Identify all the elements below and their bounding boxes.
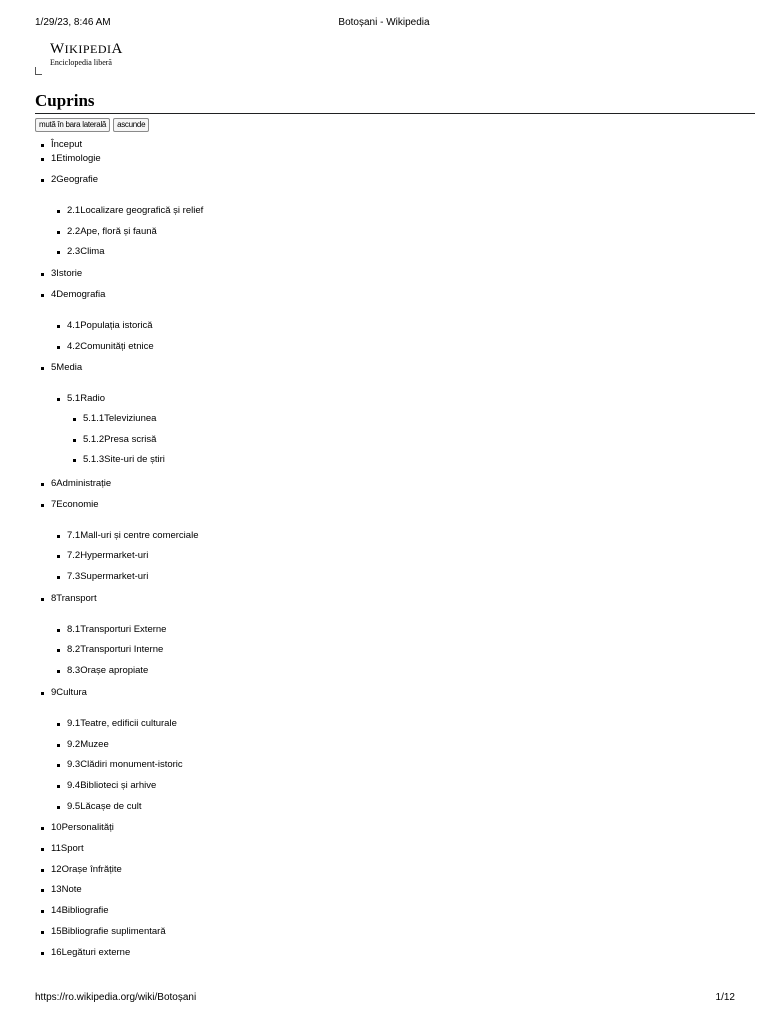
- print-page-number: 1/12: [715, 992, 735, 1003]
- toc-item[interactable]: [67, 644, 163, 656]
- toc-item-number: 8.2: [67, 644, 81, 655]
- toc-item-number: 9.2: [67, 739, 81, 750]
- toc-item-label[interactable]: Economie: [56, 499, 99, 510]
- toc-item[interactable]: [67, 246, 105, 258]
- toc-item[interactable]: [67, 320, 153, 332]
- toc-item[interactable]: [51, 153, 101, 165]
- toc-item-number: 9.1: [67, 718, 81, 729]
- toc-item[interactable]: [67, 780, 156, 792]
- toc-item-number: 8.3: [67, 665, 81, 676]
- toc-item-label[interactable]: Media: [56, 362, 83, 373]
- toc-item-label[interactable]: Teatre, edificii culturale: [80, 718, 177, 729]
- menu-checkbox-icon[interactable]: [35, 67, 42, 75]
- toc-item-label[interactable]: Bibliografie: [61, 905, 109, 916]
- toc-item-label[interactable]: Biblioteci și arhive: [80, 780, 157, 791]
- toc-item-number: 6: [51, 478, 57, 489]
- toc-item[interactable]: [67, 205, 203, 217]
- print-page-title: Botoșani - Wikipedia: [338, 17, 430, 28]
- print-date: 1/29/23, 8:46 AM: [35, 17, 111, 28]
- toc-item-label[interactable]: Populația istorică: [80, 320, 153, 331]
- toc-item-label[interactable]: Transport: [56, 593, 97, 604]
- toc-item-number: 7.3: [67, 571, 81, 582]
- toc-item[interactable]: [67, 759, 183, 771]
- toc-item[interactable]: [51, 593, 97, 605]
- toc-item-label[interactable]: Demografia: [56, 289, 106, 300]
- toc-item-number: 7.2: [67, 550, 81, 561]
- toc-item-number: 4.2: [67, 341, 81, 352]
- toc-item-label[interactable]: Radio: [80, 393, 106, 404]
- wordmark-a: A: [111, 41, 123, 57]
- toc-item-label[interactable]: Început: [51, 139, 83, 150]
- toc-item-label[interactable]: Comunități etnice: [80, 341, 154, 352]
- toc-item-number: 2.3: [67, 246, 81, 257]
- toc-item[interactable]: [51, 174, 98, 186]
- toc-item[interactable]: [51, 289, 105, 301]
- wikipedia-tagline: Enciclopedia liberă: [50, 58, 112, 67]
- toc-item-number: 3: [51, 268, 57, 279]
- toc-item[interactable]: [67, 571, 148, 583]
- toc-item-number: 4: [51, 289, 57, 300]
- toc-item[interactable]: [51, 947, 130, 959]
- toc-item[interactable]: [51, 822, 114, 834]
- toc-item-number: 9.4: [67, 780, 81, 791]
- toc-item-label[interactable]: Hypermarket-uri: [80, 550, 149, 561]
- toc-item-label[interactable]: Sport: [60, 843, 84, 854]
- toc-item-label[interactable]: Orașe înfrățite: [61, 864, 122, 875]
- toc-item[interactable]: [51, 687, 87, 699]
- toc-item[interactable]: [51, 884, 82, 896]
- toc-item[interactable]: [83, 413, 156, 425]
- toc-item[interactable]: [51, 362, 82, 374]
- toc-item-number: 2: [51, 174, 57, 185]
- toc-item-number: 14: [51, 905, 62, 916]
- toc-item-label[interactable]: Transporturi Interne: [80, 644, 164, 655]
- toc-item-label[interactable]: Administrație: [56, 478, 112, 489]
- toc-item-number: 8.1: [67, 624, 81, 635]
- toc-item-label[interactable]: Geografie: [56, 174, 99, 185]
- toc-item-number: 9.3: [67, 759, 81, 770]
- toc-item-number: 9.5: [67, 801, 81, 812]
- toc-item-label[interactable]: Note: [61, 884, 82, 895]
- toc-item-number: 11: [51, 843, 61, 854]
- toc-item-label[interactable]: Bibliografie suplimentară: [61, 926, 166, 937]
- toc-buttons: [35, 118, 149, 132]
- toc-item[interactable]: [83, 454, 165, 466]
- toc-item[interactable]: [51, 843, 84, 855]
- toc-item-label[interactable]: Muzee: [80, 739, 109, 750]
- toc-item-number: 5.1.3: [83, 454, 105, 465]
- toc-item[interactable]: [67, 665, 148, 677]
- toc-item-label[interactable]: Localizare geografică și relief: [80, 205, 204, 216]
- wordmark-w: W: [50, 41, 65, 57]
- toc-item-label[interactable]: Mall-uri și centre comerciale: [80, 530, 199, 541]
- toc-item[interactable]: [51, 864, 122, 876]
- toc-item-number: 2.2: [67, 226, 81, 237]
- toc-item-number: 1: [51, 153, 57, 164]
- toc-item[interactable]: [83, 434, 156, 446]
- toc-item-number: 4.1: [67, 320, 81, 331]
- move-to-sidebar-button[interactable]: mută în bara laterală: [35, 118, 110, 132]
- toc-item-label[interactable]: Presa scrisă: [104, 434, 157, 445]
- wordmark-middle: IKIPEDI: [64, 42, 112, 56]
- toc-item[interactable]: [67, 624, 166, 636]
- toc-item[interactable]: [51, 926, 166, 938]
- toc-item-number: 5.1: [67, 393, 81, 404]
- toc-item[interactable]: [67, 718, 177, 730]
- toc-item[interactable]: [67, 393, 105, 405]
- toc-item[interactable]: [51, 905, 109, 917]
- hide-toc-button[interactable]: ascunde: [113, 118, 149, 132]
- toc-item-label[interactable]: Legături externe: [61, 947, 131, 958]
- toc-item-label[interactable]: Televiziunea: [104, 413, 157, 424]
- toc-item-number: 12: [51, 864, 62, 875]
- toc-item-label[interactable]: Personalități: [61, 822, 114, 833]
- wikipedia-wordmark: [50, 41, 123, 58]
- print-url: https://ro.wikipedia.org/wiki/Botoșani: [35, 992, 197, 1003]
- toc-item-number: 10: [51, 822, 62, 833]
- toc-item-number: 7: [51, 499, 57, 510]
- toc-item-label[interactable]: Supermarket-uri: [80, 571, 149, 582]
- toc-item[interactable]: [67, 341, 154, 353]
- toc-item-label[interactable]: Site-uri de știri: [104, 454, 165, 465]
- toc-item-number: 5.1.1: [83, 413, 105, 424]
- toc-item[interactable]: [51, 478, 111, 490]
- toc-item-number: 9: [51, 687, 57, 698]
- toc-item-label[interactable]: Istorie: [56, 268, 83, 279]
- toc-item-number: 2.1: [67, 205, 81, 216]
- toc-item[interactable]: [51, 499, 99, 511]
- toc-item-label[interactable]: Transporturi Externe: [80, 624, 167, 635]
- toc-item[interactable]: [67, 530, 198, 542]
- toc-item-number: 5.1.2: [83, 434, 105, 445]
- toc-item-number: 8: [51, 593, 57, 604]
- toc-item-number: 5: [51, 362, 57, 373]
- toc-item-label[interactable]: Cultura: [56, 687, 87, 698]
- toc-item-number: 15: [51, 926, 62, 937]
- toc-item-label[interactable]: Orașe apropiate: [80, 665, 149, 676]
- toc-item[interactable]: [67, 801, 141, 813]
- toc-title: Cuprins: [35, 91, 95, 110]
- toc-item-number: 13: [51, 884, 62, 895]
- toc-item-label[interactable]: Lăcașe de cult: [80, 801, 142, 812]
- toc-item[interactable]: [67, 226, 157, 238]
- toc-divider: [35, 113, 755, 114]
- wikipedia-logo[interactable]: [50, 41, 123, 67]
- toc-item-label[interactable]: Ape, floră și faună: [80, 226, 157, 237]
- toc-item[interactable]: [67, 739, 109, 751]
- toc-item[interactable]: [51, 268, 82, 280]
- toc-item-label[interactable]: Etimologie: [56, 153, 101, 164]
- toc-item-number: 16: [51, 947, 62, 958]
- toc-item[interactable]: [51, 139, 82, 151]
- toc-item-number: 7.1: [67, 530, 81, 541]
- toc-item-label[interactable]: Clima: [80, 246, 105, 257]
- toc-item[interactable]: [67, 550, 148, 562]
- toc-item-label[interactable]: Clădiri monument-istoric: [80, 759, 183, 770]
